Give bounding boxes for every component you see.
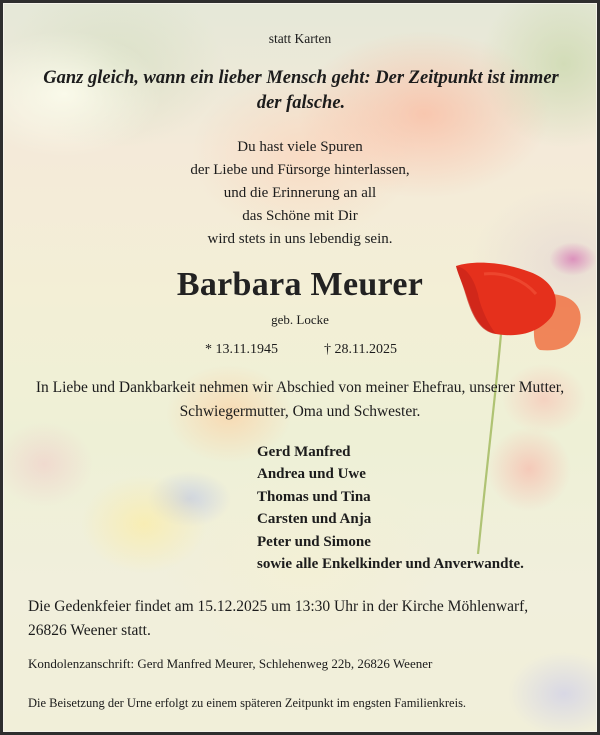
intro-line: Schwiegermutter, Oma und Schwester. [179,403,421,420]
mourner: Gerd Manfred [257,444,351,460]
notice-content [4,4,596,731]
mourners-list [257,441,524,575]
poem-line: der Liebe und Fürsorge hinterlassen, [190,162,410,178]
farewell-intro [4,376,596,424]
condolence-address: Kondolenzanschrift: Gerd Manfred Meurer, Schlehenweg 22b, 26826 Weener [28,656,433,671]
mourner: sowie alle Enkelkinder und Anverwandte. [257,556,524,573]
poem [4,136,596,251]
mourner: Carsten und Anja [257,511,372,528]
service-line: 26826 Weener statt. [28,622,151,639]
mourner: Peter und Simone [257,533,371,550]
poem-line: das Schöne mit Dir [242,208,358,224]
mourner: Thomas und Tina [257,488,371,505]
memorial-service-info [28,595,528,643]
death-date: † 28.11.2025 [324,342,397,357]
obituary-card [3,3,597,732]
deceased-name: Barbara Meurer [176,266,424,303]
service-line: Die Gedenkfeier findet am 15.12.2025 um 13:30 Uhr in der Kirche Möhlenwarf, [28,598,529,615]
burial-info: Die Beisetzung der Urne erfolgt zu einem späteren Zeitpunkt im engsten Familienkreis. [28,696,467,710]
intro-line: In Liebe und Dankbarkeit nehmen wir Abschied von meiner Ehefrau, unserer Mutter, [35,379,565,396]
poem-line: Du hast viele Spuren [237,139,363,155]
quote: Ganz gleich, wann ein lieber Mensch geht: Der Zeitpunkt ist immer der falsche. [43,68,559,113]
poem-line: wird stets in uns lebendig sein. [207,231,393,247]
header-text: statt Karten [268,31,332,46]
poem-line: und die Erinnerung an all [223,185,377,201]
birth-name: geb. Locke [271,312,329,327]
birth-date: * 13.11.1945 [205,342,278,357]
mourner: Andrea und Uwe [257,466,366,483]
